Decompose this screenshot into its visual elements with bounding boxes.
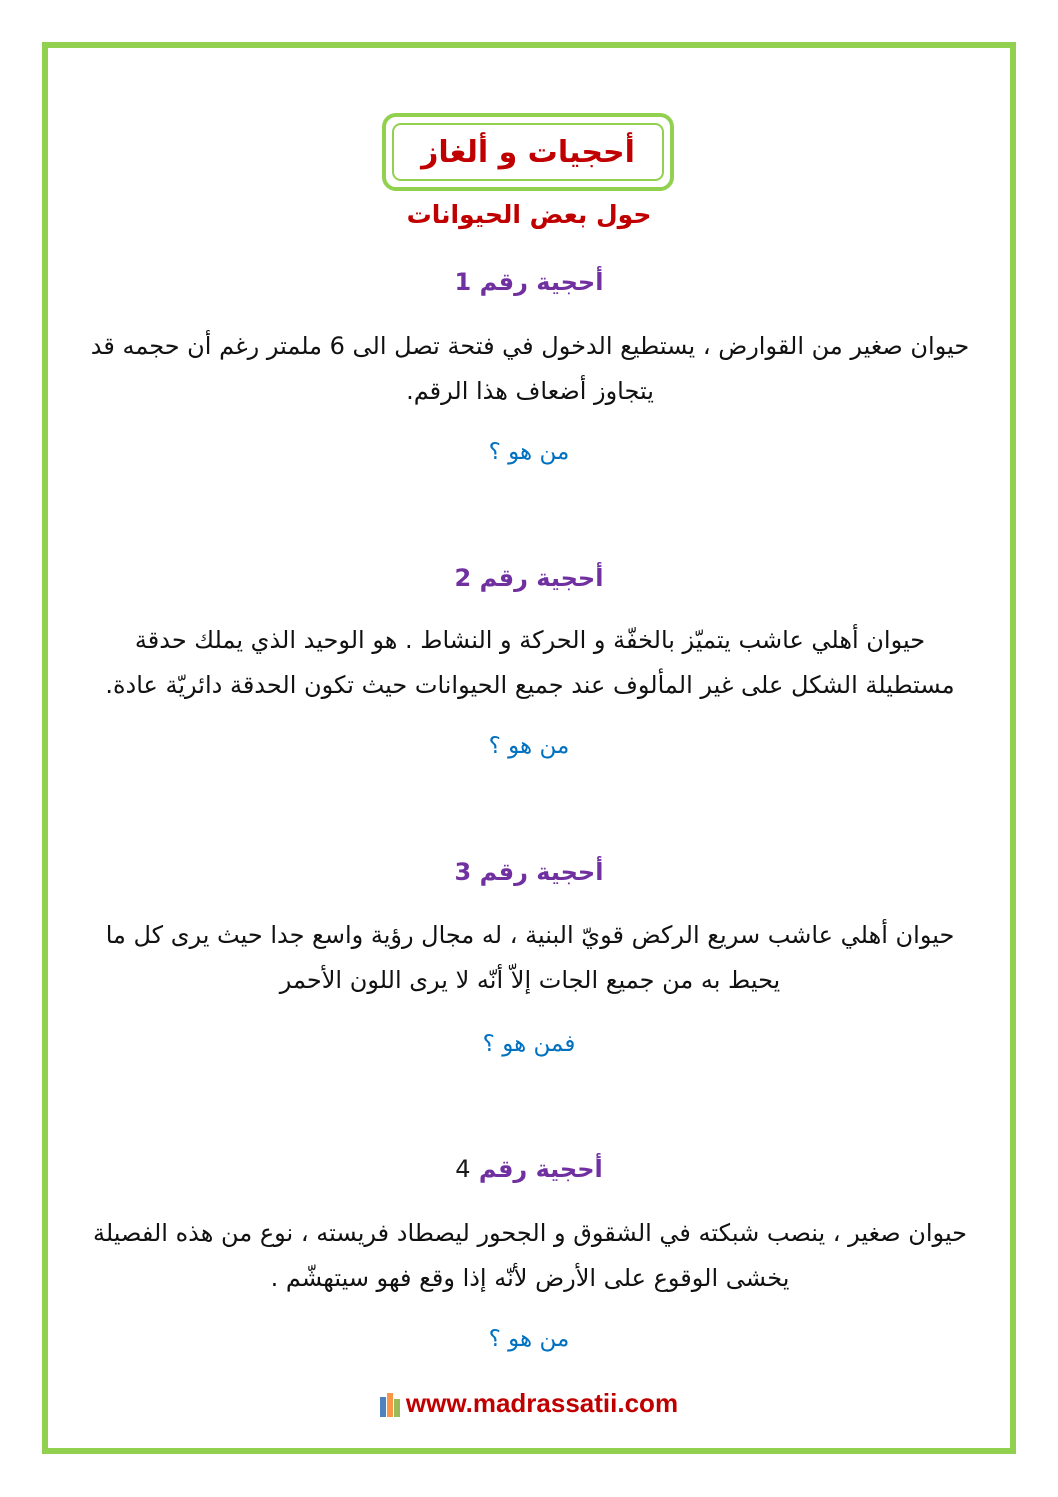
riddle-line: يحيط به من جميع الجات إلاّ أنّه لا يرى اللون الأحمر: [279, 966, 781, 994]
riddle-question-2: من هو ؟: [488, 733, 570, 759]
website-link[interactable]: www.madrassatii.com: [405, 1388, 679, 1418]
page-title: أحجيات و ألغاز: [421, 134, 635, 170]
riddle-line: يخشى الوقوع على الأرض لأنّه إذا وقع فهو سيتهشّم .: [270, 1264, 790, 1292]
riddle-heading-label: أحجية رقم: [478, 1155, 603, 1183]
riddle-line: مستطيلة الشكل على غير المألوف عند جميع الحيوانات حيث تكون الحدقة دائريّة عادة.: [105, 671, 955, 699]
title-box-inner: [392, 123, 664, 181]
riddle-heading-label: أحجية رقم: [479, 268, 604, 296]
riddle-number: 4: [455, 1155, 471, 1183]
riddle-question-4: من هو ؟: [488, 1326, 570, 1352]
riddle-heading-3: [0, 858, 1058, 886]
riddle-number: 1: [454, 268, 472, 296]
riddle-line: يتجاوز أضعاف هذا الرقم.: [406, 377, 654, 405]
riddle-text-2: [70, 618, 990, 708]
riddle-question-1: من هو ؟: [488, 439, 570, 465]
riddle-text-3: [70, 913, 990, 1003]
riddle-number: 2: [454, 564, 472, 592]
riddle-number: 3: [454, 858, 472, 886]
title-box: [382, 113, 674, 191]
footer: [0, 1388, 1058, 1421]
riddle-line: حيوان صغير ، ينصب شبكته في الشقوق و الجحور ليصطاد فريسته ، نوع من هذه الفصيلة: [92, 1219, 968, 1247]
riddle-line: حيوان أهلي عاشب يتميّز بالخفّة و الحركة و النشاط . هو الوحيد الذي يملك حدقة: [134, 626, 926, 654]
riddle-heading-2: [0, 564, 1058, 592]
riddle-heading-label: أحجية رقم: [479, 858, 604, 886]
riddle-heading-1: [0, 268, 1058, 296]
riddle-heading-4: [0, 1155, 1058, 1183]
riddle-line: حيوان أهلي عاشب سريع الركض قويّ البنية ، له مجال رؤية واسع جدا حيث يرى كل ما: [105, 921, 955, 949]
riddle-text-4: [70, 1211, 990, 1301]
riddle-text-1: [70, 324, 990, 414]
riddle-question-3: فمن هو ؟: [482, 1031, 576, 1057]
page-subtitle: حول بعض الحيوانات: [406, 200, 652, 229]
riddle-line: حيوان صغير من القوارض ، يستطيع الدخول في فتحة تصل الى 6 ملمتر رغم أن حجمه قد: [90, 332, 970, 360]
riddle-heading-label: أحجية رقم: [479, 564, 604, 592]
books-icon: [380, 1391, 404, 1417]
footer-brand[interactable]: [380, 1388, 678, 1419]
